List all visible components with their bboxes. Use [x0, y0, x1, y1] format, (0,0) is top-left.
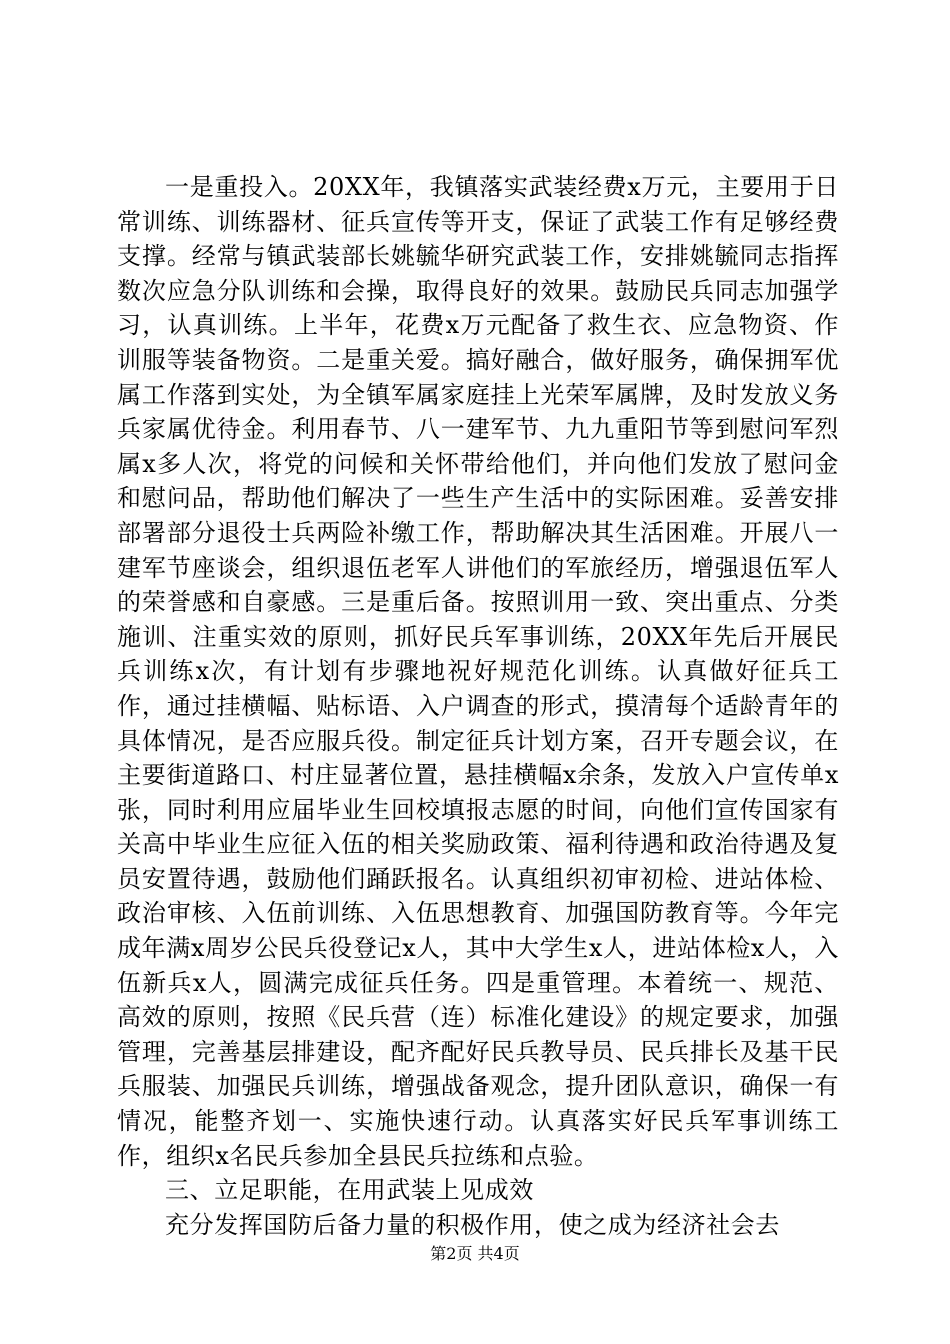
document-body: [117, 170, 839, 1242]
section-heading: 三、立足职能，在用武装上见成效: [165, 1176, 534, 1205]
body-paragraph-continued: 充分发挥国防后备力量的积极作用，使之成为经济社会去: [165, 1210, 780, 1239]
body-paragraph: 一是重投入。20XX年，我镇落实武装经费x万元，主要用于日常训练、训练器材、征兵宣传等开支，保证了武装工作有足够经费支撑。经常与镇武装部长姚毓华研究武装工作，安排姚毓同志指挥数次应急分队训练和会操，取得良好的效果。鼓励民兵同志加强学习，认真训练。上半年，花费x万元配备了救生衣、应急物资、作训服等装备物资。二是重关爱。搞好融合，做好服务，确保拥军优属工作落到实处，为全镇军属家庭挂上光荣军属牌，及时发放义务兵家属优待金。利用春节、八一建军节、九九重阳节等到慰问军烈属x多人次，将党的问候和关怀带给他们，并向他们发放了慰问金和慰问品，帮助他们解决了一些生产生活中的实际困难。妥善安排部署部分退役士兵两险补缴工作，帮助解决其生活困难。开展八一建军节座谈会，组织退伍老军人讲他们的军旅经历，增强退伍军人的荣誉感和自豪感。三是重后备。按照训用一致、突出重点、分类施训、注重实效的原则，抓好民兵军事训练，20XX年先后开展民兵训练x次，有计划有步骤地祝好规范化训练。认真做好征兵工作，通过挂横幅、贴标语、入户调查的形式，摸清每个适龄青年的具体情况，是否应服兵役。制定征兵计划方案，召开专题会议，在主要街道路口、村庄显著位置，悬挂横幅x余条，发放入户宣传单x张，同时利用应届毕业生回校填报志愿的时间，向他们宣传国家有关高中毕业生应征入伍的相关奖励政策、福利待遇和政治待遇及复员安置待遇，鼓励他们踊跃报名。认真组织初审初检、进站体检、政治审核、入伍前训练、入伍思想教育、加强国防教育等。今年完成年满x周岁公民兵役登记x人，其中大学生x人，进站体检x人，入伍新兵x人，圆满完成征兵任务。四是重管理。本着统一、规范、高效的原则，按照《民兵营（连）标准化建设》的规定要求，加强管理，完善基层排建设，配齐配好民兵教导员、民兵排长及基干民兵服装、加强民兵训练，增强战备观念，提升团队意识，确保一有情况，能整齐划一、实施快速行动。认真落实好民兵军事训练工作，组织x名民兵参加全县民兵拉练和点验。: [117, 173, 839, 1170]
page-footer: 第2页 共4页: [430, 1244, 520, 1263]
